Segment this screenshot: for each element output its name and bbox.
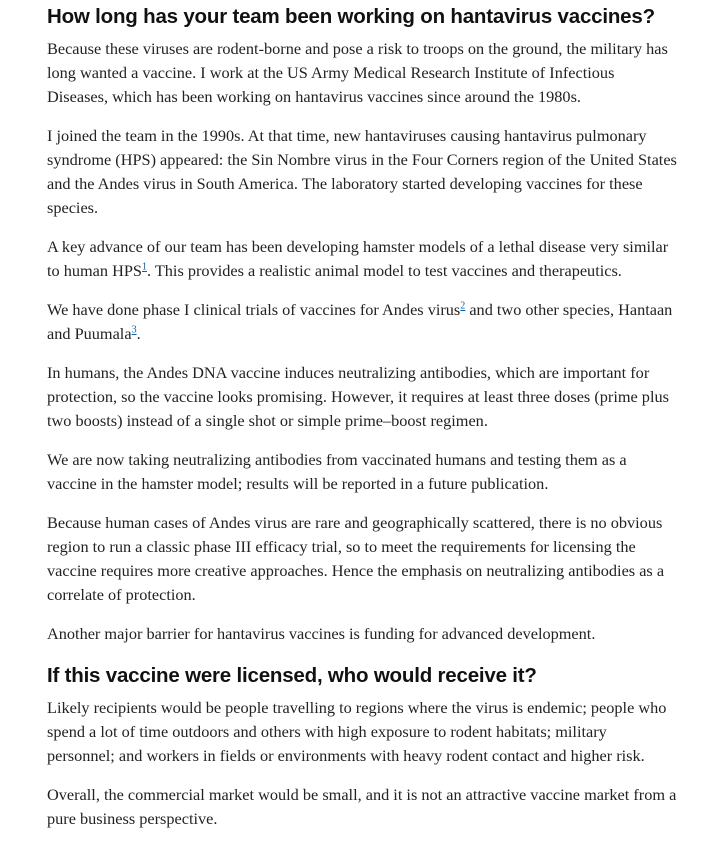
paragraph-text: . This provides a realistic animal model to test vaccines and therapeutics. bbox=[147, 261, 622, 280]
reference-link-3[interactable]: 3 bbox=[131, 324, 137, 336]
paragraph-text: A key advance of our team has been developing hamster models of a lethal disease very similar to human HPS bbox=[47, 237, 669, 280]
paragraph-text: . bbox=[136, 324, 141, 343]
reference-link-2[interactable]: 2 bbox=[460, 300, 466, 312]
reference-link-1[interactable]: 1 bbox=[142, 261, 147, 273]
paragraph-andes-dna-vaccine: In humans, the Andes DNA vaccine induces neutralizing antibodies, which are important for protection, so the vaccine looks promising. However, it requires at least three doses (prime plus two boosts) instead of a single shot or simple prime–boost regimen. bbox=[47, 363, 669, 430]
paragraph-funding-barrier: Another major barrier for hantavirus vaccines is funding for advanced development. bbox=[47, 624, 596, 643]
article-body bbox=[47, 0, 677, 846]
paragraph-text: and two other species, Hantaan and Puumala bbox=[47, 300, 673, 343]
paragraph-likely-recipients: Likely recipients would be people travelling to regions where the virus is endemic; people who spend a lot of time outdoors and others with high exposure to rodent habitats; military personnel; and workers in fields or environments with heavy rodent contact and higher risk. bbox=[47, 698, 667, 765]
paragraph-neutralizing-antibodies: We are now taking neutralizing antibodies from vaccinated humans and testing them as a vaccine in the hamster model; results will be reported in a future publication. bbox=[47, 450, 627, 493]
paragraph-text: We have done phase I clinical trials of vaccines for Andes virus bbox=[47, 300, 461, 319]
paragraph-military-vaccine: Because these viruses are rodent-borne and pose a risk to troops on the ground, the military has long wanted a vaccine. I work at the US Army Medical Research Institute of Infectious Diseases, which has been working on hantavirus vaccines since around the 1980s. bbox=[47, 39, 668, 106]
paragraph-phase-three-trial: Because human cases of Andes virus are rare and geographically scattered, there is no obvious region to run a classic phase III efficacy trial, so to meet the requirements for licensing the vaccine requires more creative approaches. Hence the emphasis on neutralizing antibodies as a correlate of protection. bbox=[47, 513, 665, 604]
paragraph-phase-one-trials bbox=[47, 298, 677, 346]
paragraph-hamster-models bbox=[47, 235, 677, 283]
section-heading-recipients: If this vaccine were licensed, who would receive it? bbox=[47, 664, 537, 687]
section-heading-vaccine-history: How long has your team been working on hantavirus vaccines? bbox=[47, 5, 655, 28]
paragraph-commercial-market: Overall, the commercial market would be small, and it is not an attractive vaccine market from a pure business perspective. bbox=[47, 785, 677, 828]
paragraph-team-1990s: I joined the team in the 1990s. At that time, new hantaviruses causing hantavirus pulmonary syndrome (HPS) appeared: the Sin Nombre virus in the Four Corners region of the United States and the Andes virus in South America. The laboratory started developing vaccines for these species. bbox=[47, 126, 677, 217]
